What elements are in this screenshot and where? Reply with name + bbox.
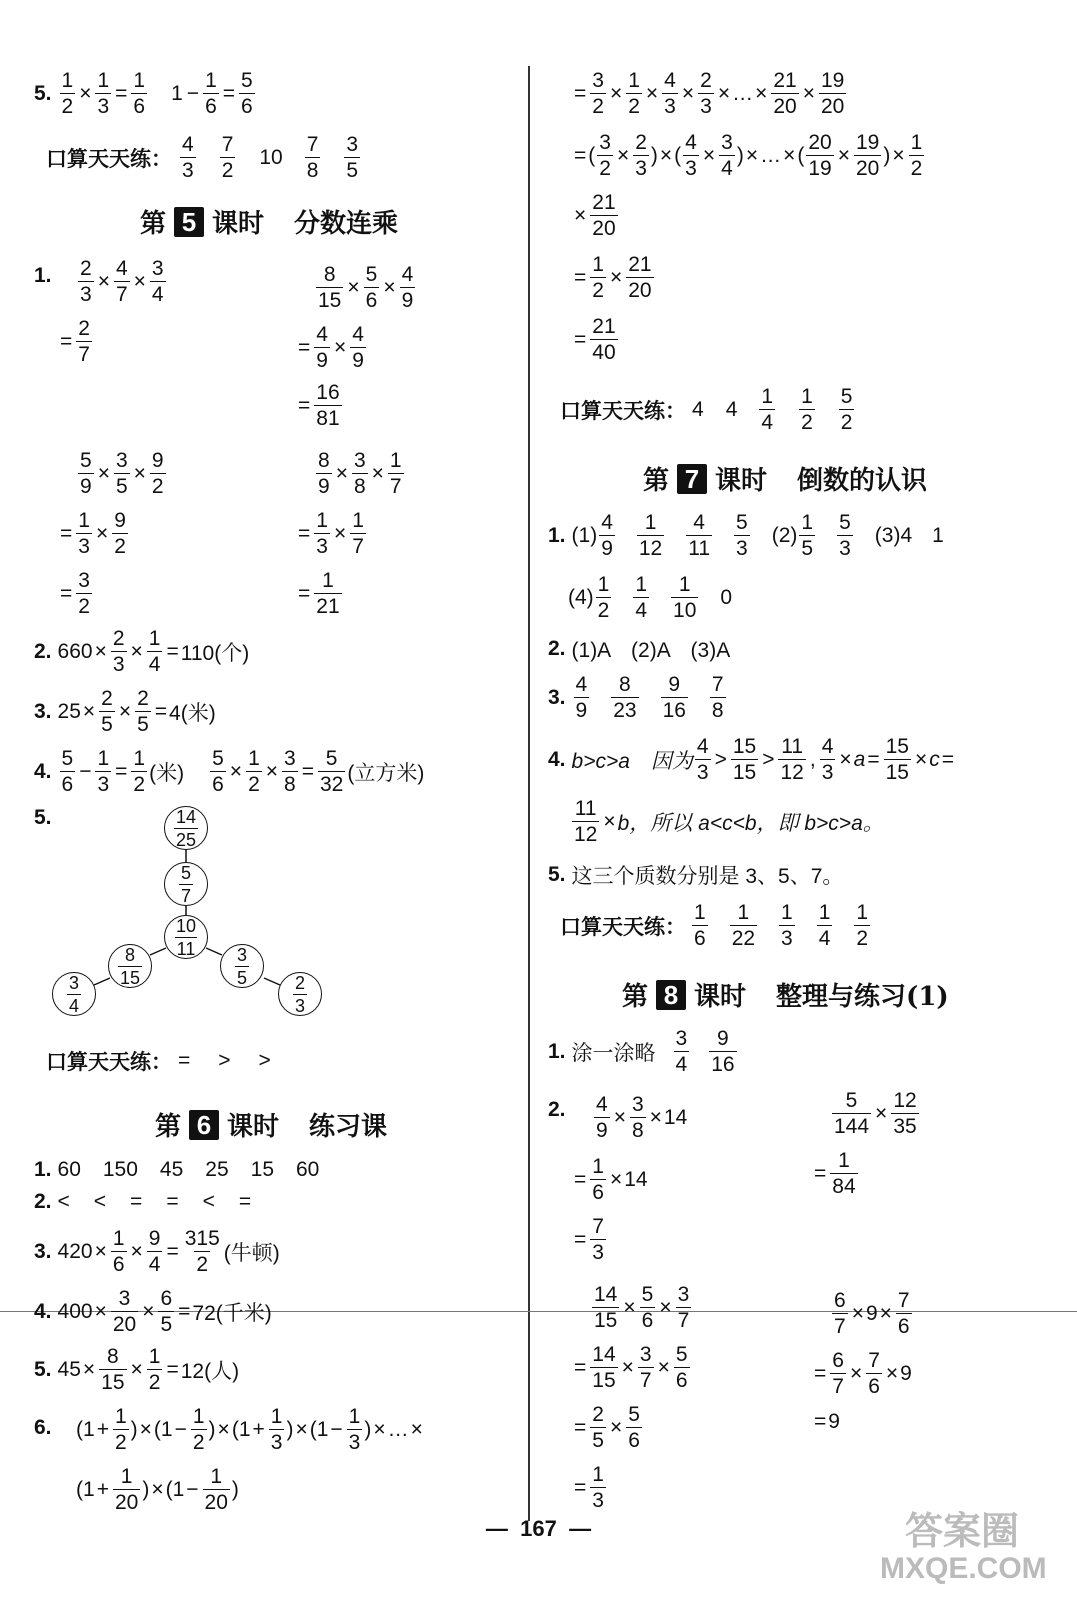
equation-line: = $\frac{2}{7}$ [60, 317, 90, 366]
fraction: $\frac{1}{2}$ [597, 573, 610, 622]
fraction: $\frac{2}{3}$ [700, 69, 712, 118]
equation-line: = ( $\frac{3}{2}$ × $\frac{2}{3}$ ) × ( $\frac{4}{3}$ × $\frac{3}{4}$ ) × … × ( $\frac{20}{19}$ × $\frac{19}{20}$ ) × $\frac{1}{2}$ [574, 131, 923, 180]
s5-line: 5. 这三个质数分别是 3、5、7。 [548, 863, 844, 888]
fraction: $\frac{5}{6}$ [365, 263, 378, 312]
fraction: $\frac{8}{15}$ [318, 263, 342, 312]
lesson-heading-5: 第 5 课时 分数连乘 [140, 206, 399, 239]
fraction: $\frac{3}{5}$ [346, 133, 359, 182]
s3-line: 3. $\frac{4}{9}$ $\frac{8}{23}$ $\frac{9}{16}$ $\frac{7}{8}$ [548, 673, 724, 722]
tree-node [164, 915, 208, 959]
fraction: $\frac{3}{5}$ [115, 449, 128, 498]
item-number: 1. [34, 264, 52, 287]
p6-line-2: ( 1 + $\frac{1}{20}$ ) × ( 1 − $\frac{1}{20}$ ) [76, 1465, 239, 1514]
fraction: $\frac{5}{9}$ [80, 449, 92, 498]
p2-line: 2. < < = = < = [34, 1190, 252, 1213]
fraction: $\frac{1}{3}$ [781, 901, 793, 950]
fraction: $\frac{1}{6}$ [112, 1227, 125, 1276]
fraction: $\frac{15}{15}$ [885, 735, 909, 784]
item-number: 5. [34, 806, 52, 829]
kousuan-label: 口算天天练： [560, 399, 686, 423]
s1-line-2: (4) $\frac{1}{2}$ $\frac{1}{4}$ $\frac{1}{10}$ 0 [568, 573, 733, 622]
fraction: $\frac{3}{8}$ [353, 449, 366, 498]
equation-line: = $\frac{1}{6}$ × 14 [574, 1155, 648, 1204]
fraction: $\frac{3}{2}$ [78, 569, 90, 618]
tree-node [164, 806, 208, 850]
fraction: $\frac{5}{6}$ [61, 747, 74, 796]
equation-line: = $\frac{3}{2}$ × $\frac{1}{2}$ × $\frac{4}{3}$ × $\frac{2}{3}$ × … × $\frac{21}{20}$ × $\frac{19}{20}$ [574, 69, 845, 118]
equation-line: = $\frac{1}{3}$ × $\frac{9}{2}$ [60, 509, 126, 558]
tree-connectors [0, 0, 540, 1060]
tree-node [164, 862, 208, 906]
equation-line: $\frac{8}{9}$ × $\frac{3}{8}$ × $\frac{1}{7}$ [318, 449, 402, 498]
fraction: $\frac{1}{2}$ [801, 385, 813, 434]
fraction: $\frac{1}{6}$ [205, 69, 217, 118]
kousuan-line [560, 902, 872, 949]
equation-line: = $\frac{1}{84}$ [814, 1149, 856, 1198]
fraction: $\frac{5}{6}$ [241, 69, 253, 118]
item-number: 2. [548, 1098, 566, 1121]
fraction: $\frac{7}{3}$ [592, 1215, 604, 1264]
fraction: $\frac{1}{3}$ [97, 69, 110, 118]
lesson-heading-7: 第 7 课时 倒数的认识 [643, 463, 928, 496]
fraction: $\frac{1}{22}$ [731, 901, 756, 950]
item-number: 5. [34, 81, 52, 105]
fraction: $\frac{3}{7}$ [677, 1283, 690, 1332]
fraction: $\frac{4}{9}$ [601, 511, 613, 560]
fraction: $\frac{16}{81}$ [316, 381, 340, 430]
tree-node [220, 944, 264, 988]
equation-line: $\frac{2}{3}$ × $\frac{4}{7}$ × $\frac{3}{4}$ [80, 257, 164, 306]
fraction: $\frac{8}{15}$ [119, 944, 141, 988]
fraction: $\frac{1}{4}$ [818, 901, 831, 950]
q4-line: 4. $\frac{5}{6}$ − $\frac{1}{3}$ = $\frac{1}{2}$ (米) $\frac{5}{6}$ × $\frac{1}{2}$ × $\frac{3}{8}$ = $\frac{5}{32}$ (立方米) [34, 747, 425, 796]
fraction: $\frac{1}{12}$ [638, 511, 663, 560]
equation-line: $\frac{14}{15}$ × $\frac{5}{6}$ × $\frac{3}{7}$ [594, 1283, 690, 1332]
fraction: $\frac{1}{10}$ [673, 573, 697, 622]
fraction: $\frac{1}{3}$ [78, 509, 90, 558]
fraction: $\frac{4}{3}$ [664, 69, 676, 118]
fraction: $\frac{5}{6}$ [641, 1283, 654, 1332]
fraction: $\frac{5}{2}$ [840, 385, 853, 434]
fraction: $\frac{5}{32}$ [319, 747, 344, 796]
fraction: $\frac{2}{7}$ [78, 317, 90, 366]
p1-line: 1. 60 150 45 25 15 60 [34, 1158, 320, 1181]
fraction: $\frac{7}{2}$ [221, 133, 234, 182]
fraction: $\frac{3}{4}$ [675, 1027, 688, 1076]
fraction: $\frac{19}{20}$ [820, 69, 845, 118]
fraction: $\frac{12}{35}$ [893, 1089, 917, 1138]
equation-line: $\frac{6}{7}$ × 9 × $\frac{7}{6}$ [834, 1289, 910, 1338]
fraction: $\frac{1}{4}$ [761, 385, 774, 434]
kousuan-line: 口算天天练： = > > [46, 1046, 271, 1076]
equation-line: $\frac{4}{9}$ × $\frac{3}{8}$ × 14 [596, 1093, 688, 1142]
fraction: $\frac{9}{2}$ [114, 509, 126, 558]
fraction: $\frac{5}{144}$ [834, 1089, 870, 1138]
fraction: $\frac{1}{3}$ [592, 1463, 604, 1512]
p3-line: 3. 420 × $\frac{1}{6}$ × $\frac{9}{4}$ = $\frac{315}{2}$ (牛顿) [34, 1227, 280, 1276]
fraction: $\frac{1}{2}$ [910, 131, 923, 180]
equation-line: = $\frac{1}{2}$ × $\frac{21}{20}$ [574, 253, 652, 302]
q5-top-line: 5. $\frac{1}{2}$ × $\frac{1}{3}$ = $\frac{1}{6}$ 1 − $\frac{1}{6}$ = $\frac{5}{6}$ [34, 69, 253, 118]
e1-line: 1. 涂一涂略 $\frac{3}{4}$ $\frac{9}{16}$ [548, 1027, 735, 1076]
fraction: $\frac{1}{2}$ [148, 1345, 161, 1394]
fraction: $\frac{1}{6}$ [133, 69, 146, 118]
fraction: $\frac{8}{15}$ [101, 1345, 125, 1394]
fraction: $\frac{3}{2}$ [592, 69, 604, 118]
fraction: $\frac{1}{21}$ [316, 569, 340, 618]
equation-line: = 9 [814, 1410, 840, 1433]
fraction: $\frac{4}{3}$ [182, 133, 194, 182]
fraction: $\frac{9}{16}$ [711, 1027, 735, 1076]
kousuan-label: 口算天天练： [46, 147, 172, 171]
fraction: $\frac{6}{7}$ [834, 1289, 846, 1338]
fraction: $\frac{6}{5}$ [160, 1287, 173, 1336]
q2-line: 2. 660 × $\frac{2}{3}$ × $\frac{1}{4}$ = 110(个) [34, 627, 250, 676]
fraction: $\frac{1}{4}$ [148, 627, 161, 676]
fraction: $\frac{3}{4}$ [151, 257, 164, 306]
fraction: $\frac{7}{6}$ [897, 1289, 910, 1338]
fraction: $\frac{5}{6}$ [675, 1343, 688, 1392]
equation-line: = $\frac{3}{2}$ [60, 569, 90, 618]
fraction: $\frac{3}{8}$ [284, 747, 296, 796]
fraction: $\frac{1}{7}$ [352, 509, 364, 558]
fraction: $\frac{4}{7}$ [115, 257, 128, 306]
fraction: $\frac{4}{3}$ [696, 735, 709, 784]
kousuan-line: 口算天天练： $\frac{4}{3}$ $\frac{7}{2}$ 10 $\frac{7}{8}$ $\frac{3}{5}$ [46, 133, 359, 182]
fraction: $\frac{21}{20}$ [628, 253, 652, 302]
fraction: $\frac{3}{4}$ [721, 131, 733, 180]
fraction: $\frac{4}{9}$ [401, 263, 414, 312]
fraction: $\frac{3}{5}$ [236, 944, 247, 988]
equation-line: $\frac{5}{144}$ × $\frac{12}{35}$ [834, 1089, 917, 1138]
fraction: $\frac{4}{9}$ [596, 1093, 608, 1142]
fraction: $\frac{1}{20}$ [204, 1465, 228, 1514]
q3-line: 3. 25 × $\frac{2}{5}$ × $\frac{2}{5}$ = 4(米) [34, 687, 216, 736]
fraction: $\frac{4}{9}$ [575, 673, 588, 722]
watermark-url: MXQE.COM [880, 1552, 1047, 1585]
s4-line-2: $\frac{11}{12}$ × b，所以 a<c<b，即 b>c>a。 [574, 797, 884, 846]
fraction: $\frac{9}{16}$ [662, 673, 686, 722]
fraction: $\frac{5}{7}$ [180, 862, 191, 906]
equation-line: = $\frac{1}{3}$ × $\frac{1}{7}$ [298, 509, 364, 558]
fraction: $\frac{1}{3}$ [270, 1405, 283, 1454]
fraction: $\frac{7}{8}$ [306, 133, 319, 182]
fraction: $\frac{2}{5}$ [592, 1403, 604, 1452]
fraction: $\frac{3}{20}$ [112, 1287, 137, 1336]
page-number: — 167 — [485, 1516, 592, 1541]
lesson-heading-8: 第 8 课时 整理与练习(1) [622, 979, 949, 1012]
equation-line: = $\frac{14}{15}$ × $\frac{3}{7}$ × $\frac{5}{6}$ [574, 1343, 688, 1392]
watermark-logo: 答案圈 [905, 1508, 1020, 1553]
s4-line: 4. b>c>a 因为 $\frac{4}{3}$ > $\frac{15}{15}$ > $\frac{11}{12}$ , $\frac{4}{3}$ × a = $\frac{15}{15}$ × c = [548, 735, 954, 784]
equation-line: $\frac{5}{9}$ × $\frac{3}{5}$ × $\frac{9}{2}$ [80, 449, 164, 498]
kousuan-label: 口算天天练： [46, 1051, 172, 1074]
fraction: $\frac{1}{3}$ [348, 1405, 361, 1454]
fraction: $\frac{1}{2}$ [248, 747, 260, 796]
equation-line: = $\frac{2}{5}$ × $\frac{5}{6}$ [574, 1403, 640, 1452]
fraction: $\frac{1}{3}$ [316, 509, 328, 558]
fraction: $\frac{14}{25}$ [175, 806, 197, 850]
fraction: $\frac{10}{11}$ [175, 915, 197, 959]
fraction: $\frac{8}{9}$ [318, 449, 330, 498]
fraction: $\frac{5}{3}$ [736, 511, 748, 560]
fraction: $\frac{5}{6}$ [212, 747, 224, 796]
equation-line: = $\frac{21}{40}$ [574, 315, 616, 364]
fraction: $\frac{21}{40}$ [592, 315, 616, 364]
fraction: $\frac{4}{9}$ [316, 323, 328, 372]
equation-line: = $\frac{16}{81}$ [298, 381, 340, 430]
fraction: $\frac{1}{2}$ [192, 1405, 205, 1454]
fraction: $\frac{3}{4}$ [68, 972, 79, 1016]
fraction: $\frac{4}{11}$ [688, 511, 711, 560]
s2-line: 2. (1)A (2)A (3)A [548, 637, 731, 662]
fraction: $\frac{4}{3}$ [685, 131, 697, 180]
equation-line: = $\frac{7}{3}$ [574, 1215, 604, 1264]
fraction: $\frac{2}{3}$ [294, 972, 305, 1016]
tree-node [52, 972, 96, 1016]
fraction: $\frac{315}{2}$ [184, 1227, 220, 1276]
fraction: $\frac{1}{4}$ [635, 573, 648, 622]
p5-line: 5. 45 × $\frac{8}{15}$ × $\frac{1}{2}$ = 12(人) [34, 1345, 240, 1394]
fraction: $\frac{1}{6}$ [694, 901, 706, 950]
fraction: $\frac{5}{3}$ [839, 511, 851, 560]
equation-line: = $\frac{1}{21}$ [298, 569, 340, 618]
fraction: $\frac{3}{2}$ [599, 131, 611, 180]
p4-line: 4. 400 × $\frac{3}{20}$ × $\frac{6}{5}$ = 72(千米) [34, 1287, 272, 1336]
fraction: $\frac{19}{20}$ [855, 131, 880, 180]
equation-line: = $\frac{1}{3}$ [574, 1463, 604, 1512]
fraction: $\frac{1}{7}$ [389, 449, 402, 498]
fraction: $\frac{14}{15}$ [592, 1343, 616, 1392]
fraction: $\frac{1}{2}$ [628, 69, 640, 118]
fraction: $\frac{1}{84}$ [832, 1149, 856, 1198]
lesson-heading-6: 第 6 课时 练习课 [155, 1109, 388, 1142]
fraction: $\frac{1}{2}$ [592, 253, 604, 302]
fraction: $\frac{8}{23}$ [613, 673, 637, 722]
s1-line: 1. (1) $\frac{4}{9}$ $\frac{1}{12}$ $\frac{4}{11}$ $\frac{5}{3}$ (2) $\frac{1}{5}$ $\frac{5}{3}$ (3)4 1 [548, 511, 944, 560]
kousuan-label: 口算天天练： [560, 915, 686, 939]
equation-line: × $\frac{21}{20}$ [574, 191, 616, 240]
fraction: $\frac{5}{6}$ [628, 1403, 640, 1452]
tree-node [108, 944, 152, 988]
fraction: $\frac{11}{12}$ [574, 797, 598, 846]
fraction: $\frac{2}{3}$ [635, 131, 647, 180]
fraction: $\frac{2}{5}$ [137, 687, 149, 736]
fraction: $\frac{11}{12}$ [780, 735, 804, 784]
fraction: $\frac{1}{2}$ [61, 69, 74, 118]
fraction: $\frac{14}{15}$ [594, 1283, 618, 1332]
tree-node [278, 972, 322, 1016]
fraction: $\frac{2}{5}$ [101, 687, 113, 736]
fraction: $\frac{2}{3}$ [80, 257, 92, 306]
fraction: $\frac{7}{8}$ [711, 673, 724, 722]
equation-line: $\frac{8}{15}$ × $\frac{5}{6}$ × $\frac{4}{9}$ [318, 263, 414, 312]
fraction: $\frac{2}{3}$ [112, 627, 125, 676]
fraction: $\frac{3}{8}$ [631, 1093, 644, 1142]
fraction: $\frac{21}{20}$ [773, 69, 797, 118]
fraction: $\frac{6}{7}$ [832, 1349, 844, 1398]
fraction: $\frac{7}{6}$ [868, 1349, 880, 1398]
fraction: $\frac{1}{2}$ [114, 1405, 127, 1454]
fraction: $\frac{15}{15}$ [732, 735, 757, 784]
fraction: $\frac{21}{20}$ [592, 191, 616, 240]
fraction: $\frac{1}{6}$ [592, 1155, 604, 1204]
fraction: $\frac{3}{7}$ [639, 1343, 652, 1392]
fraction: $\frac{9}{4}$ [148, 1227, 161, 1276]
item-number: 6. [34, 1416, 52, 1439]
fraction: $\frac{1}{2}$ [133, 747, 146, 796]
fraction: $\frac{1}{5}$ [801, 511, 814, 560]
p6-line: ( 1 + $\frac{1}{2}$ ) × ( 1 − $\frac{1}{2}$ ) × ( 1 + $\frac{1}{3}$ ) × ( 1 − $\frac{1}{3}$ ) × … × [76, 1405, 423, 1454]
fraction: $\frac{1}{3}$ [97, 747, 110, 796]
kousuan-line: 口算天天练： 4 4 $\frac{1}{4}$ $\frac{1}{2}$ $\frac{5}{2}$ [560, 385, 853, 434]
equation-line: = $\frac{6}{7}$ × $\frac{7}{6}$ × 9 [814, 1349, 912, 1398]
fraction: $\frac{20}{19}$ [808, 131, 832, 180]
fraction: $\frac{9}{2}$ [151, 449, 164, 498]
equation-line: = $\frac{4}{9}$ × $\frac{4}{9}$ [298, 323, 364, 372]
fraction: $\frac{1}{20}$ [114, 1465, 139, 1514]
fraction: $\frac{1}{2}$ [856, 901, 869, 950]
fraction: $\frac{4}{9}$ [352, 323, 364, 372]
fraction: $\frac{4}{3}$ [821, 735, 834, 784]
